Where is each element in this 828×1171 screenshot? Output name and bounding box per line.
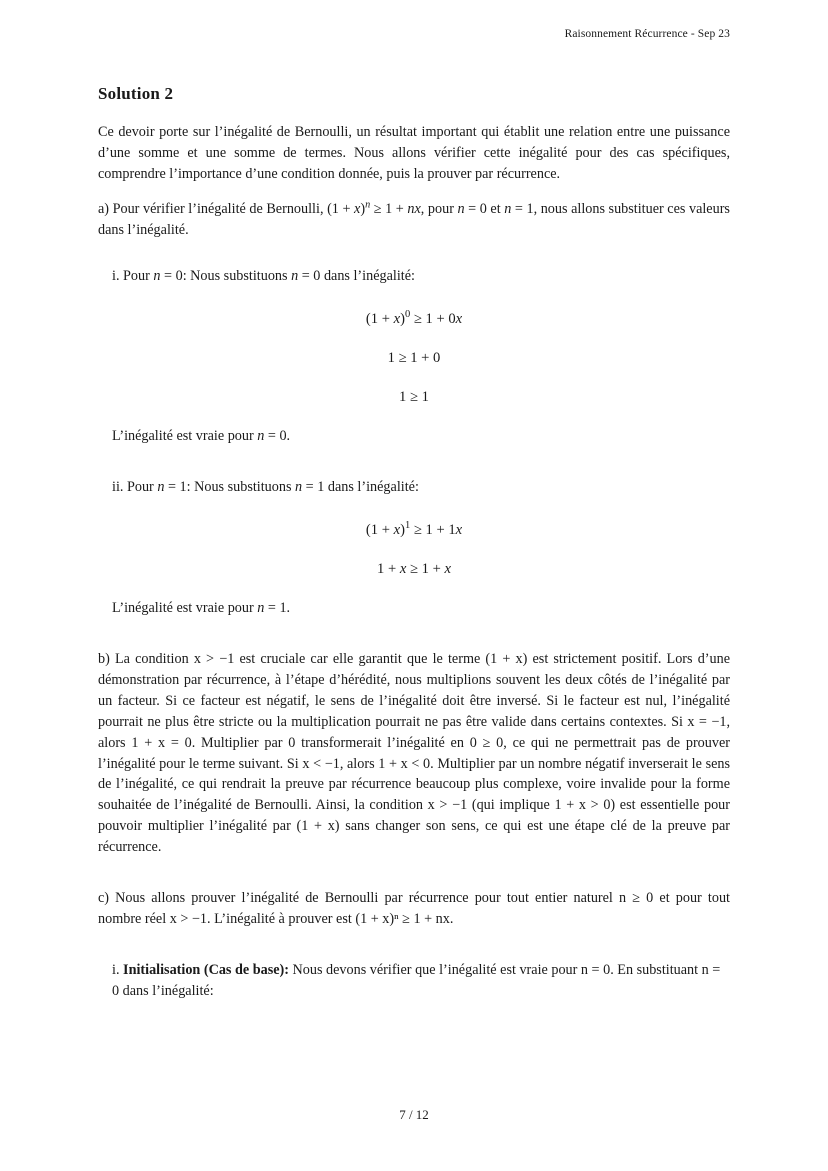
- part-a-lead-text-1: a) Pour vérifier l’inégalité de Bernoulli,: [98, 200, 328, 217]
- equation-i-2: 1 ≥ 1 + 0: [387, 350, 441, 367]
- part-a-item-ii: [98, 477, 730, 498]
- item-i-math-2: n = 0: [291, 268, 321, 285]
- part-a-lead-text-3: et: [486, 200, 505, 217]
- item-i-math-1: n = 0: [153, 268, 183, 285]
- intro-paragraph: Ce devoir porte sur l’inégalité de Bernoulli, un résultat important qui établit une relation entre une puissance d’une somme et une somme de termes. Nous allons vérifier cette inégalité pour des cas spécifiques, comprendre l’importance d’une condition donnée, puis la prouver par récurrence.: [98, 124, 730, 182]
- part-a-inequality: $(1 + x)^n \ge 1$ + nx: [327, 198, 421, 217]
- conclusion-ii: [98, 600, 730, 617]
- part-a-lead-text-2: , pour: [420, 200, 458, 217]
- page-footer: 7 / 12: [399, 1107, 429, 1122]
- conclusion-ii-math: n = 1: [257, 600, 287, 617]
- part-c-item-i-text: Nous devons vérifier que l’inégalité est vraie pour n = 0. En substituant n = 0 dans l’inégalité:: [112, 961, 721, 999]
- item-i-prefix: i. Pour: [112, 268, 154, 285]
- item-ii-suffix: : Nous substituons: [186, 479, 296, 496]
- item-ii-prefix: ii. Pour: [112, 479, 158, 496]
- equation-i-1: $(1 + x)^0 \ge 1 + 0x$: [365, 309, 463, 328]
- part-b-paragraph: b) La condition x > −1 est cruciale car elle garantit que le terme (1 + x) est strictement positif. Lors d’une démonstration par récurrence, à l’étape d’hérédité, nous multiplions souvent les deux côtés de l’inégalité par un facteur. Si ce facteur est négatif, le sens de l’inégalité doit être inversé. Si le facteur est nul, l’inégalité pourrait ne plus être stricte ou la multiplication pourrait ne pas être valide dans certains contextes. Si x = −1, alors 1 + x = 0. Multiplier par 0 transformerait l’inégalité en 0 ≥ 0, ce qui ne permettrait pas de prouver l’inégalité pour le terme suivant. Si x < −1, alors 1 + x < 0. Multiplier par un nombre négatif inverserait le sens de l’inégalité, ce qui rendrait la preuve par récurrence beaucoup plus complexe, voire invalide pour la forme souhaitée de l’inégalité de Bernoulli. Ainsi, la condition x > −1 (qui implique 1 + x > 0) est essentielle pour pouvoir multiplier l’inégalité par (1 + x) sans changer son sens, ce qui est une étape clé de la preuve par récurrence.: [98, 651, 730, 855]
- equation-ii-2: 1 + x ≥ 1 + x: [377, 561, 451, 578]
- item-i-suffix: : Nous substituons: [182, 268, 292, 285]
- part-a-lead: [98, 199, 730, 241]
- part-a-n-zero: n = 0: [457, 200, 487, 217]
- equation-ii-1: $(1 + x)^1 \ge 1 + 1x$: [365, 520, 463, 539]
- running-header: Raisonnement Récurrence - Sep 23: [564, 28, 730, 40]
- item-ii-suffix-2: dans l’inégalité:: [324, 479, 419, 496]
- part-a-item-i: [98, 266, 730, 287]
- conclusion-i-prefix: L’inégalité est vraie pour: [112, 428, 258, 445]
- conclusion-ii-suffix: .: [286, 600, 291, 617]
- conclusion-ii-prefix: L’inégalité est vraie pour: [112, 600, 258, 617]
- part-a-lead-text-4: , nous allons substituer ces valeurs dans l’inégalité.: [98, 200, 730, 238]
- conclusion-i: [98, 428, 730, 445]
- part-c-item-i: [98, 960, 730, 1003]
- conclusion-i-suffix: .: [286, 428, 291, 445]
- part-c-item-i-number: i.: [112, 961, 124, 978]
- equation-i-3: 1 ≥ 1: [399, 389, 429, 406]
- item-ii-math-1: n = 1: [157, 479, 187, 496]
- item-i-suffix-2: dans l’inégalité:: [320, 268, 415, 285]
- part-c-item-i-heading: Initialisation (Cas de base):: [123, 961, 289, 978]
- item-ii-math-2: n = 1: [295, 479, 325, 496]
- part-a-n-one: n = 1: [504, 200, 534, 217]
- conclusion-i-math: n = 0: [257, 428, 287, 445]
- part-c-paragraph: c) Nous allons prouver l’inégalité de Bernoulli par récurrence pour tout entier naturel n ≥ 0 et pour tout nombre réel x > −1. L’inégalité à prouver est (1 + x)ⁿ ≥ 1 + nx.: [98, 889, 730, 927]
- page-title: Solution 2: [98, 84, 174, 103]
